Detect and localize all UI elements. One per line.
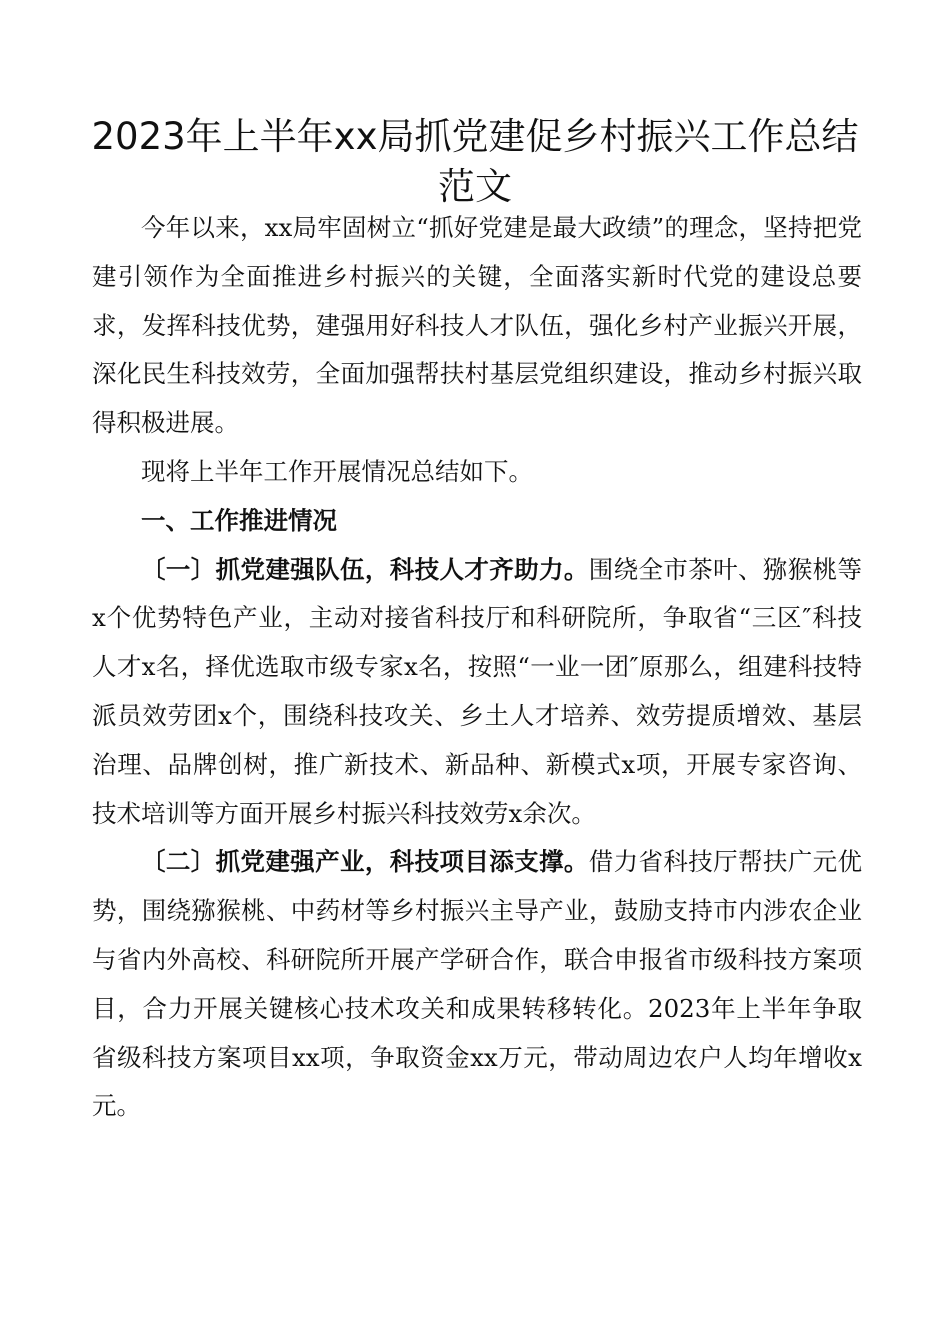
- item-2-body: 借力省科技厅帮扶广元优势，围绕猕猴桃、中药材等乡村振兴主导产业，鼓励支持市内涉农企业与省内外高校、科研院所开展产学研合作，联合申报省市级科技方案项目，合力开展关键核心技术攻关和成果转移转化。2023年上半年争取省级科技方案项目xx项，争取资金xx万元，带动周边农户人均年增收x元。: [92, 847, 862, 1121]
- item-1-paragraph: [92, 546, 862, 839]
- item-2-paragraph: [92, 838, 862, 1131]
- item-2-lead: 〔二〕抓党建强产业，科技项目添支撑。: [141, 847, 589, 877]
- item-1-lead: 〔一〕抓党建强队伍，科技人才齐助力。: [141, 554, 589, 584]
- document-title: 2023年上半年xx局抓党建促乡村振兴工作总结范文: [91, 115, 859, 208]
- item-1-body: 围绕全市茶叶、猕猴桃等x个优势特色产业，主动对接省科技厅和科研院所，争取省“三区″科技人才x名，择优选取市级专家x名，按照“一业一团″原那么，组建科技特派员效劳团x个，围绕科技攻关、乡土人才培养、效劳提质增效、基层治理、品牌创树，推广新技术、新品种、新模式x项，开展专家咨询、技术培训等方面开展乡村振兴科技效劳x余次。: [92, 554, 862, 828]
- intro-paragraph: 今年以来，xx局牢固树立“抓好党建是最大政绩”的理念，坚持把党建引领作为全面推进乡村振兴的关键，全面落实新时代党的建设总要求，发挥科技优势，建强用好科技人才队伍，强化乡村产业振兴开展，深化民生科技效劳，全面加强帮扶村基层党组织建设，推动乡村振兴取得积极进展。: [92, 213, 862, 438]
- document-body: [92, 204, 862, 1131]
- summary-paragraph: 现将上半年工作开展情况总结如下。: [141, 456, 533, 486]
- section-heading: 一、工作推进情况: [141, 505, 337, 535]
